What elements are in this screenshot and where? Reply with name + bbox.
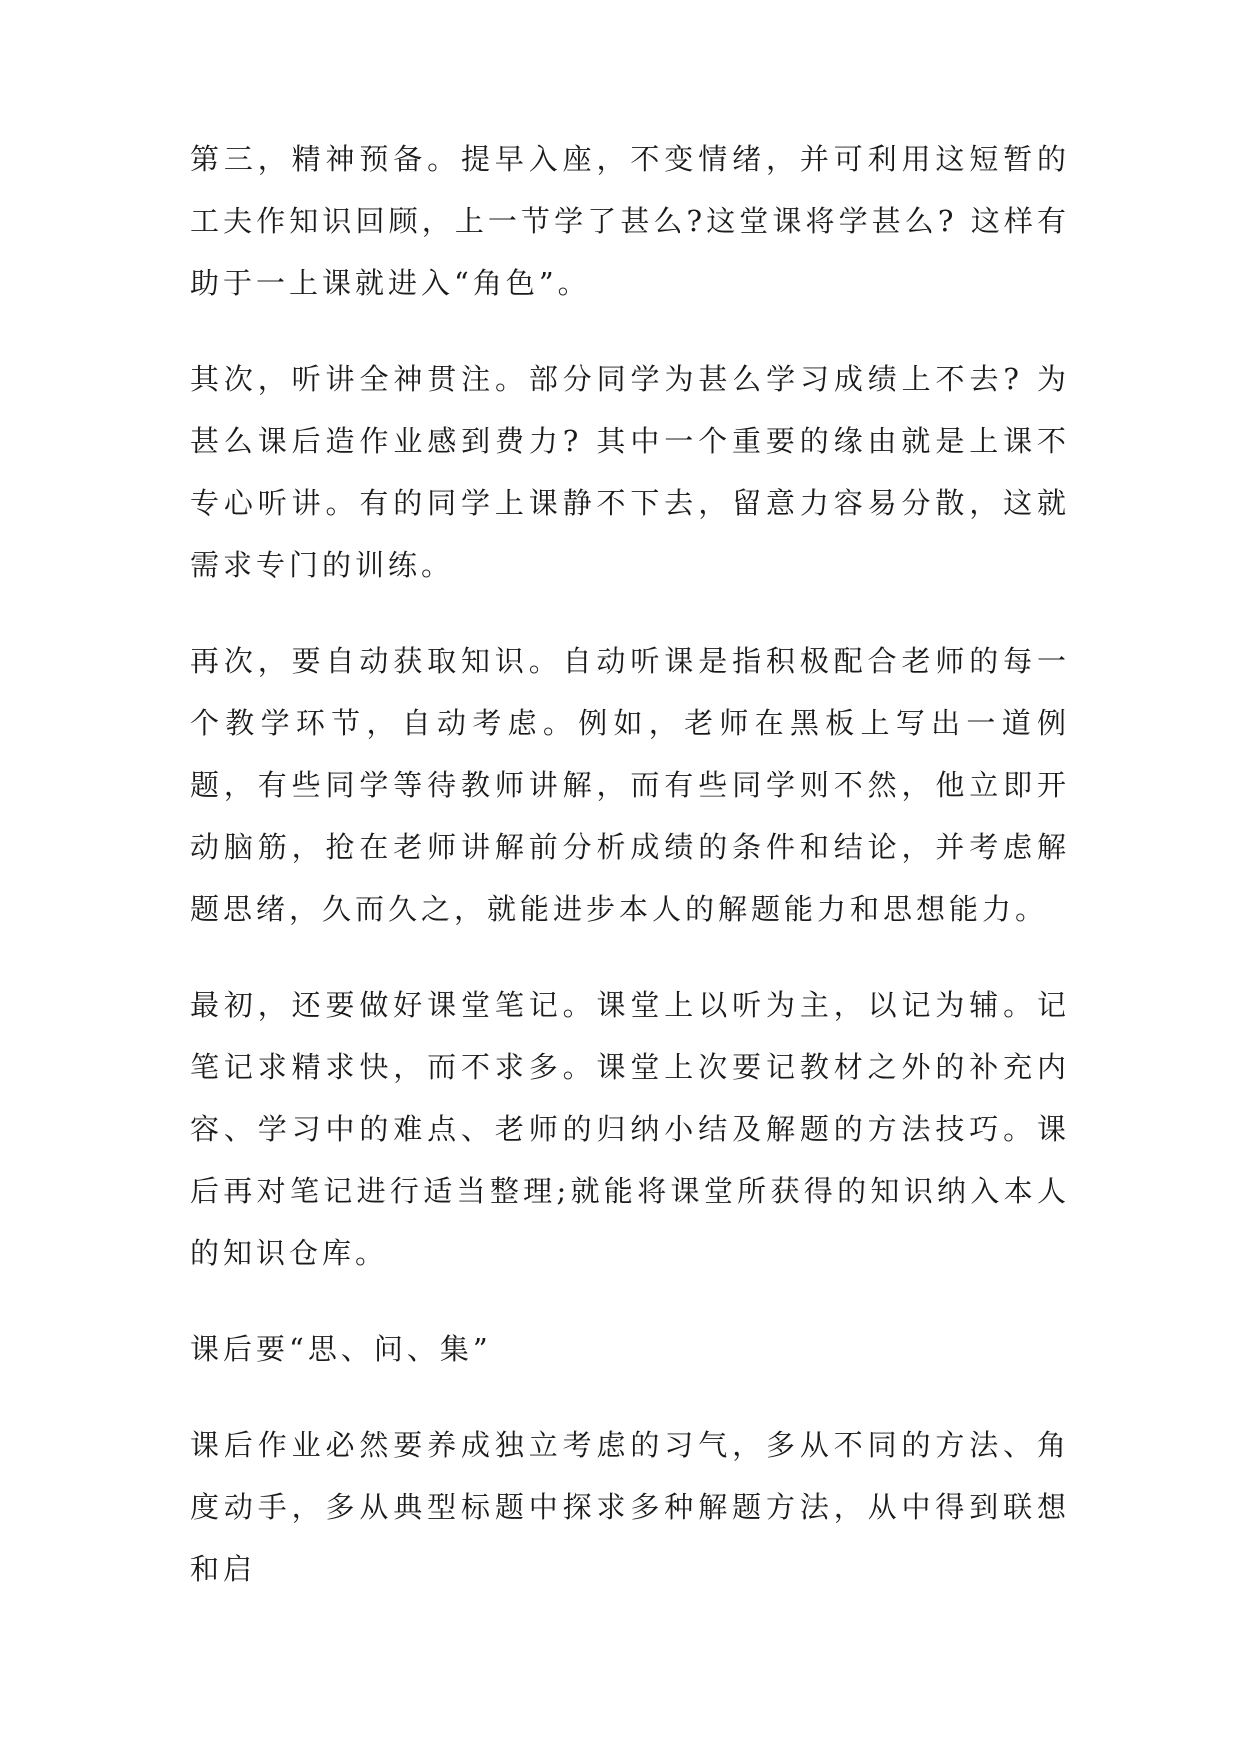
section-heading: 课后要“思、问、集”	[190, 1332, 492, 1366]
paragraph-after-class: 课后作业必然要养成独立考虑的习气，多从不同的方法、角度动手，多从典型标题中探求多种解题方法，从中得到联想和启	[190, 1428, 1070, 1586]
paragraph-class-notes: 最初，还要做好课堂笔记。课堂上以听为主，以记为辅。记笔记求精求快，而不求多。课堂上次要记教材之外的补充内容、学习中的难点、老师的归纳小结及解题的方法技巧。课后再对笔记进行适当整理;就能将课堂所获得的知识纳入本人的知识仓库。	[190, 988, 1070, 1270]
paragraph-active-learning: 再次，要自动获取知识。自动听课是指积极配合老师的每一个教学环节，自动考虑。例如，老师在黑板上写出一道例题，有些同学等待教师讲解，而有些同学则不然，他立即开动脑筋，抢在老师讲解前分析成绩的条件和结论，并考虑解题思绪，久而久之，就能进步本人的解题能力和思想能力。	[190, 644, 1070, 926]
document-body	[190, 128, 1070, 1634]
paragraph-mental-preparation: 第三，精神预备。提早入座，不变情绪，并可利用这短暂的工夫作知识回顾，上一节学了甚么?这堂课将学甚么? 这样有助于一上课就进入“角色”。	[190, 142, 1070, 300]
paragraph-attentive-listening: 其次，听讲全神贯注。部分同学为甚么学习成绩上不去? 为甚么课后造作业感到费力? 其中一个重要的缘由就是上课不专心听讲。有的同学上课静不下去，留意力容易分散，这就需求专门的训练。	[190, 362, 1070, 582]
